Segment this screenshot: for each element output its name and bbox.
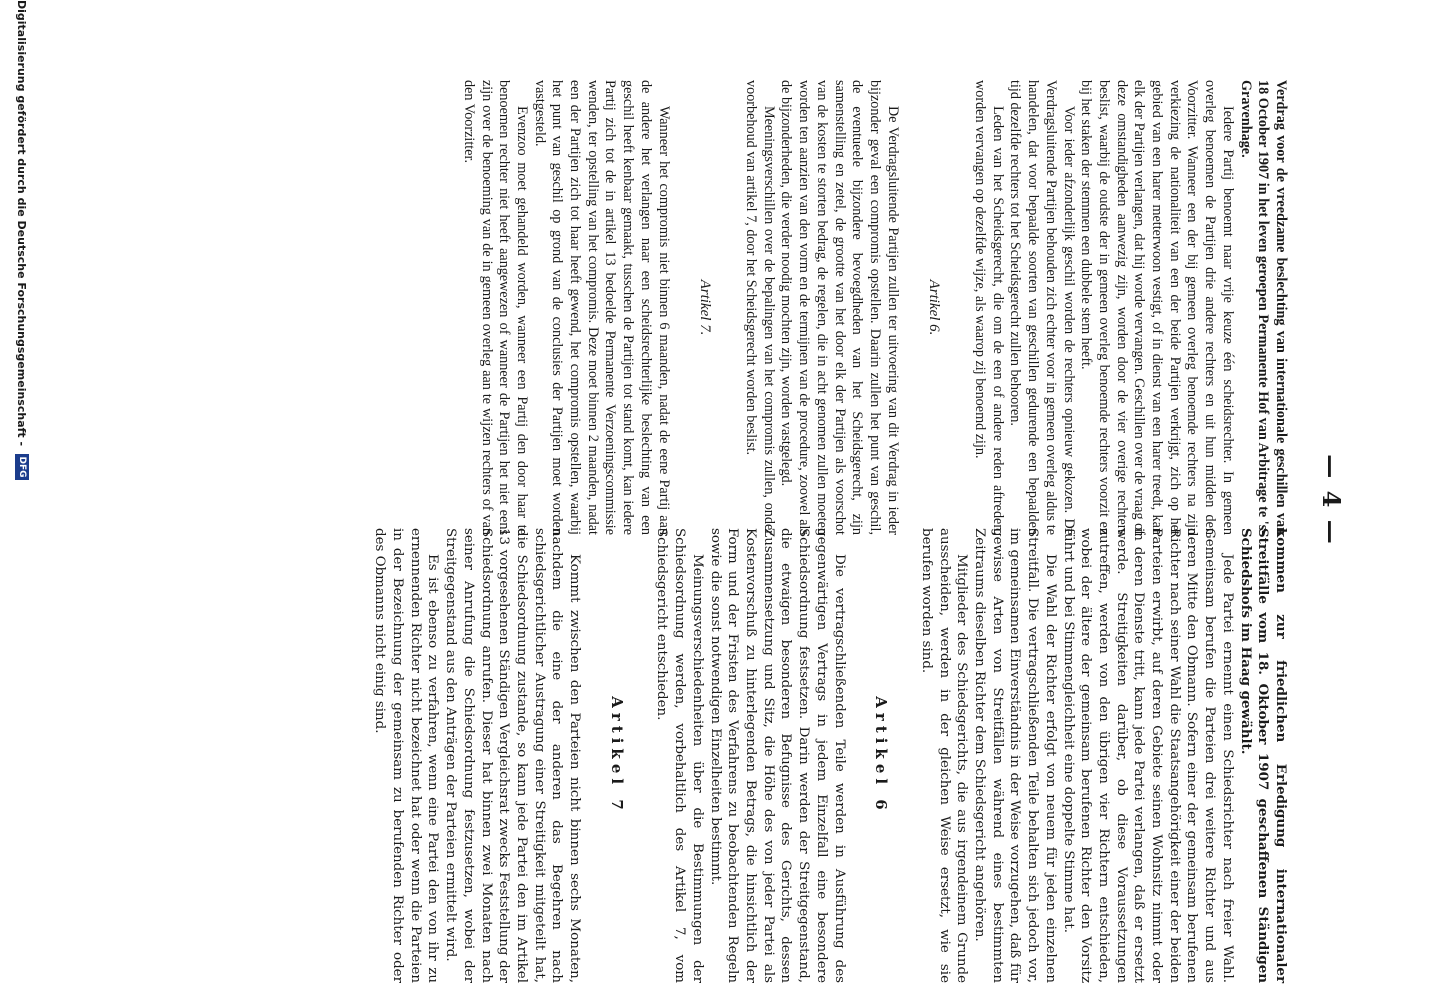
dutch-paragraph: Evenzoo moet gehandeld worden, wanneer een Partij den door haar te benoemen rechter niet heeft aangewezen of wanneer de Partijen het niet eens zijn over de benoeming van de in gemeen overleg aan te wijzen rechters of van den Voorzitter.	[460, 80, 530, 535]
german-paragraph: Mitglieder des Schiedsgerichts, die aus irgendeinem Grunde ausscheiden, werden in der gleichen Weise ersetzt, wie sie berufen worden sind.	[918, 528, 970, 983]
german-paragraph: Es ist ebenso zu verfahren, wenn eine Partei den von ihr zu ernennenden Richter nicht bezeichnet hat oder wenn die Parteien in der Bezeichnung der gemeinsam zu berufenden Richter oder des Obmanns nicht einig sind.	[372, 528, 441, 983]
german-paragraph: Jede Partei ernennt einen Schiedsrichter nach freier Wahl. Gemeinsam berufen die Parteien drei weitere Richter und aus deren Mitte den Obmann. Sofern einer der gemeinsam berufenen Richter nach seiner Wahl die Staatsangehörigkeit einer der beiden Parteien erwirbt, auf deren Gebiete seinen Wohnsitz nimmt oder in deren Dienste tritt, kann jede Partei verlangen, daß er ersetzt werde. Streitigkeiten darüber, ob diese Voraussetzungen zutreffen, werden von den übrigen vier Richtern entschieden, wobei der ältere der gemeinsam berufenen Richter den Vorsitz führt und bei Stimmengleichheit eine doppelte Stimme hat.	[1060, 528, 1235, 983]
german-paragraph: Meinungsverschiedenheiten über die Bestimmungen der Schiedsordnung werden, vorbehaltlich des Artikel 7, vom Schiedsgericht entschieden.	[654, 528, 705, 983]
dutch-paragraph: Voor ieder afzonderlijk geschil worden de rechters opnieuw gekozen. De Verdragsluitende Partijen behouden zich echter voor in gemeen overleg aldus te handelen, dat voor bepaalde soorten van geschillen gedurende een bepaalden tijd dezelfde rechters tot het Scheidsgerecht zullen behooren.	[1007, 80, 1077, 535]
german-intro: kommen zur friedlichen Erledigung internationaler Streitfälle vom 18. Oktober 1907 geschaffenen Ständigen Schiedshofs im Haag gewählt.	[1237, 528, 1289, 983]
dutch-article-7-heading: Artikel 7.	[697, 279, 714, 336]
dutch-paragraph: Leden van het Scheidsgerecht, die om de een of andere reden aftreden, worden vervangen op dezelfde wijze, als waarop zij benoemd zijn.	[972, 80, 1006, 535]
digitization-credit	[15, 0, 29, 1000]
dutch-intro: Verdrag voor de vreedzame beslechting van internationale geschillen van 18 October 1907 in het leven geroepen Permanente Hof van Arbitrage te 's-Gravenhage.	[1237, 80, 1289, 535]
german-article-6-heading: Artikel 6	[872, 696, 891, 815]
dutch-article-6-heading: Artikel 6.	[926, 279, 943, 336]
german-article-7-heading: Artikel 7	[607, 696, 626, 815]
german-paragraph: Die Wahl der Richter erfolgt von neuem für jeden einzelnen Streitfall. Die vertragschließenden Teile behalten sich jedoch vor, im gemeinsamen Einverständnis in der Weise vorzugehen, daß für gewisse Arten von Streitfällen während eines bestimmten Zeitraums dieselben Richter dem Schiedsgericht angehören.	[972, 528, 1058, 983]
german-paragraph: Die vertragschließenden Teile werden in Ausführung des gegenwärtigen Vertrags in jedem Einzelfall eine besondere Schiedsordnung festsetzen. Darin werden der Streitgegenstand, die etwaigen besonderen Befugnisse des Gerichts, dessen Zusammensetzung und Sitz, die Höhe des von jeder Partei als Kostenvorschuß zu hinterlegenden Betrags, die hinsichtlich der Form und der Fristen des Verfahrens zu beobachtenden Regeln sowie die sonst notwendigen Einzelheiten bestimmt.	[707, 528, 847, 983]
page-number: — 4 —	[1317, 454, 1346, 546]
dutch-paragraph: Wanneer het compromis niet binnen 6 maanden, nadat de eene Partij aan de andere het verlangen naar een scheidsrechterlijke beslechting van een geschil heeft kenbaar gemaakt, tusschen de Partijen tot stand komt, kan iedere Partij zich tot de in artikel 13 bedoelde Permanente Verzoeningscommissie wenden, ter opstelling van het compromis. Deze moet binnen 2 maanden, nadat een der Partijen zich tot haar heeft gewend, het compromis opstellen, waarbij het punt van geschil op grond van de conclusies der Partijen moet worden vastgesteld.	[531, 80, 672, 535]
dfg-logo: DFG	[15, 454, 29, 480]
credit-text: Digitalisierung gefördert durch die Deutsche Forschungsgemeinschaft -	[15, 0, 29, 447]
dutch-paragraph: Iedere Partij benoemt naar vrije keuze één scheidsrechter. In gemeen overleg benoemen de Partijen drie andere rechters en uit hun midden den Voorzitter. Wanneer een der bij gemeen overleg benoemde rechters na zijn verkiezing de nationaliteit van een der beide Partijen verkrijgt, zich op het gebied van een harer metterwoon vestigt, of in dienst van een harer treedt, kan elk der Partijen verlangen, dat hij worde vervangen. Geschillen over de vraag of deze omstandigheden aanwezig zijn, worden door de vier overige rechters beslist, waarbij de oudste der in gemeen overleg benoemde rechters voorzit en bij het staken der stemmen een dubbele stem heeft.	[1078, 80, 1236, 535]
german-paragraph: Kommt zwischen den Parteien nicht binnen sechs Monaten, nachdem die eine der anderen das Begehren nach schiedsgerichtlicher Austragung einer Streitigkeit mitgeteilt hat, die Schiedsordnung zustande, so kann jede Partei den im Artikel 13 vorgesehenen Ständigen Vergleichsrat zwecks Feststellung der Schiedsordnung anrufen. Dieser hat binnen zwei Monaten nach seiner Anrufung die Schiedsordnung festzusetzen, wobei der Streitgegenstand aus den Anträgen der Parteien ermittelt wird.	[443, 528, 583, 983]
dutch-column	[459, 80, 1289, 535]
dutch-paragraph: Meeningsverschillen over de bepalingen van het compromis zullen, onder voorbehoud van artikel 7, door het Scheidsgerecht worden beslist.	[743, 80, 777, 535]
german-column	[371, 528, 1289, 983]
dutch-paragraph: De Verdragsluitende Partijen zullen ter uitvoering van dit Verdrag in ieder bijzonder geval een compromis opstellen. Daarin zullen het punt van geschil, de eventueele bijzondere bevoegdheden van het Scheidsgerecht, zijn samenstelling en zetel, de grootte van het door elk der Partijen als voorschot van de kosten te storten bedrag, de regelen, die in acht genomen zullen moeten worden ten aanzien van den vorm en de termijnen van de procedure, zoowel als de bijzonderheden, die verder noodig mochten zijn, worden vastgelegd.	[778, 80, 901, 535]
